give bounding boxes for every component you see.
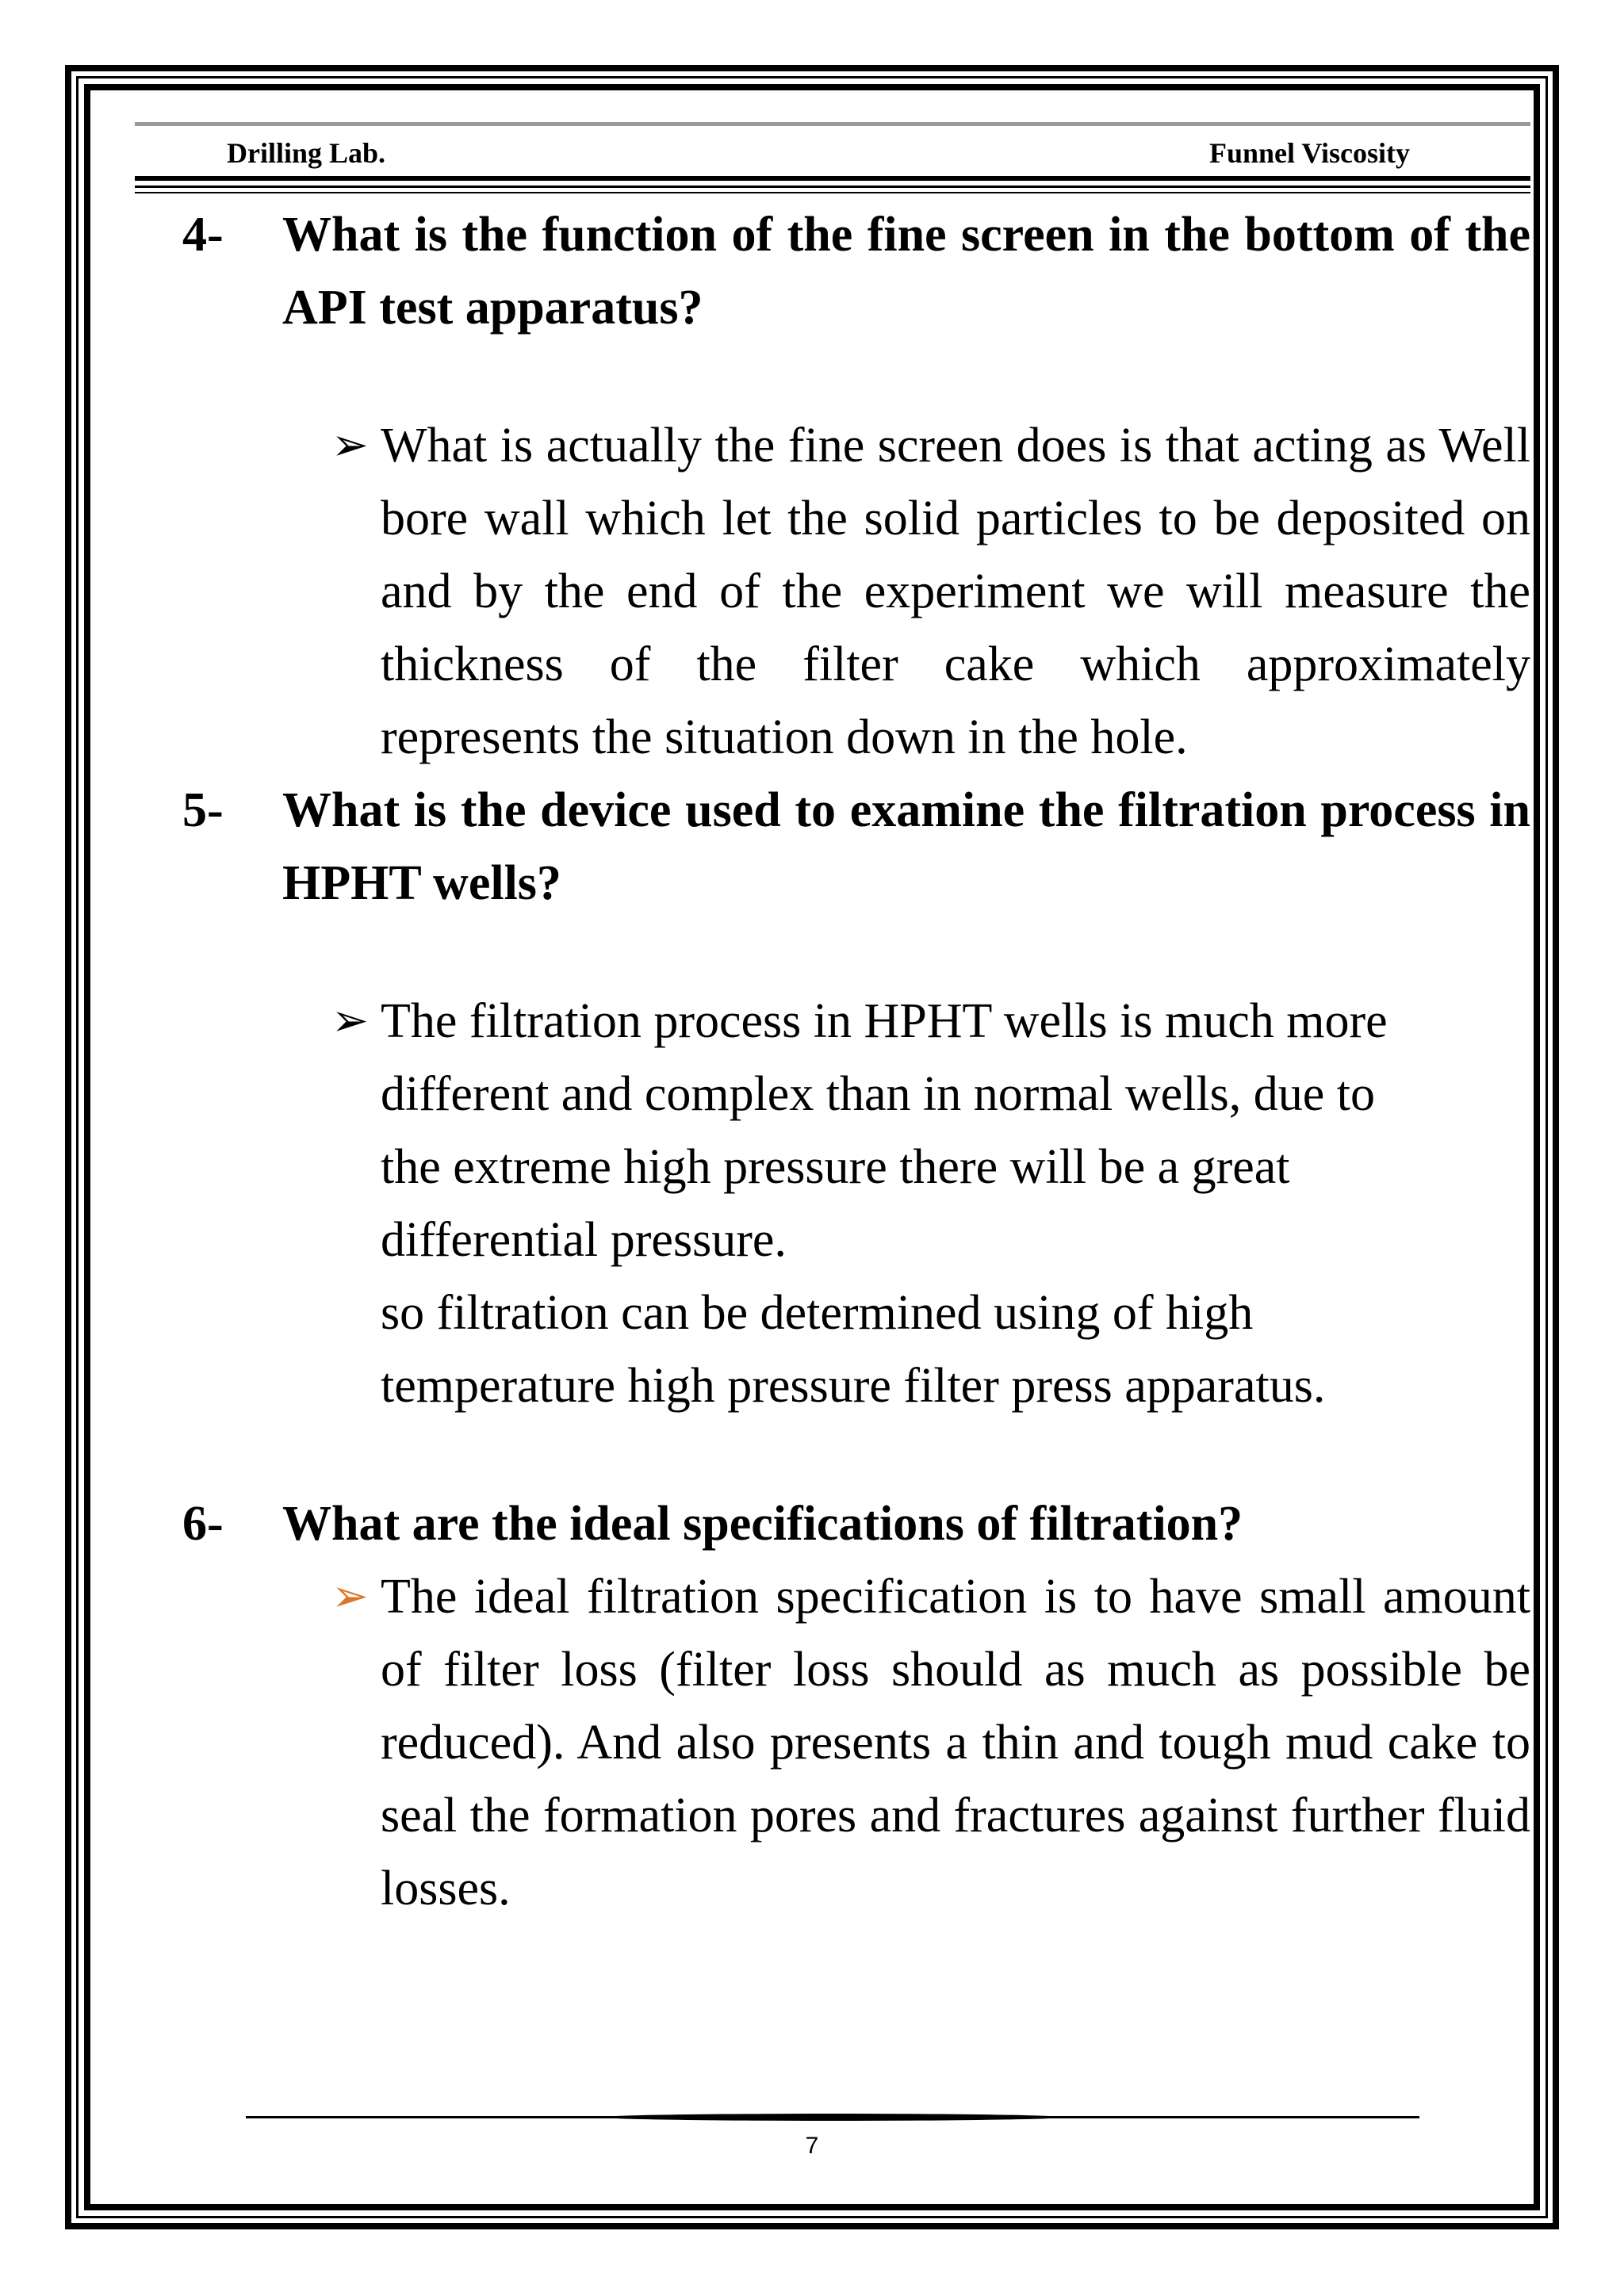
header-left-title: Drilling Lab. [227, 137, 386, 169]
question-number: 5- [182, 783, 224, 837]
question-text: What is the device used to examine the filtration process in HPHT wells? [282, 783, 1530, 910]
answer-text [381, 985, 1530, 1422]
answer-4 [331, 409, 1530, 774]
answer-6 [331, 1560, 1530, 1925]
footer-rule-ornament [603, 2114, 1063, 2121]
answer-text: The ideal filtration specification is to have small amount of filter loss (filter loss should as much as possible be reduced). And also presents a thin and tough mud cake to seal the formation pores and fractures against further fluid losses. [381, 1570, 1530, 1915]
answer-line: The filtration process in HPHT wells is much more [381, 994, 1388, 1048]
question-5 [182, 774, 1530, 920]
question-4 [182, 198, 1530, 344]
arrowhead-bullet-icon: ➢ [331, 997, 369, 1046]
arrowhead-bullet-icon: ➢ [331, 421, 369, 470]
question-text: What are the ideal specifications of filtration? [282, 1497, 1243, 1551]
header-rule-thin [135, 186, 1530, 188]
header-top-rule [135, 122, 1530, 126]
document-body [182, 198, 1530, 1925]
answer-line: differential pressure. [381, 1213, 787, 1267]
question-number: 4- [182, 208, 224, 262]
header-rule-thick [135, 176, 1530, 181]
header-right-title: Funnel Viscosity [1208, 137, 1410, 169]
answer-line: so filtration can be determined using of high [381, 1286, 1254, 1340]
answer-line: temperature high pressure filter press apparatus. [381, 1359, 1326, 1413]
answer-line: the extreme high pressure there will be a great [381, 1140, 1290, 1194]
page-number: 7 [805, 2133, 819, 2159]
header-rule-thin-lower [135, 192, 1530, 193]
question-number: 6- [182, 1497, 224, 1551]
arrowhead-bullet-icon: ➢ [331, 1572, 369, 1621]
answer-line: different and complex than in normal wells, due to [381, 1067, 1376, 1121]
question-6 [182, 1487, 1530, 1560]
answer-5 [331, 985, 1530, 1422]
answer-text: What is actually the fine screen does is that acting as Well bore wall which let the solid particles to be deposited on and by the end of the experiment we will measure the thickness of the filter cake which approximately represents the situation down in the hole. [381, 419, 1530, 764]
question-text: What is the function of the fine screen in the bottom of the API test apparatus? [282, 208, 1530, 335]
